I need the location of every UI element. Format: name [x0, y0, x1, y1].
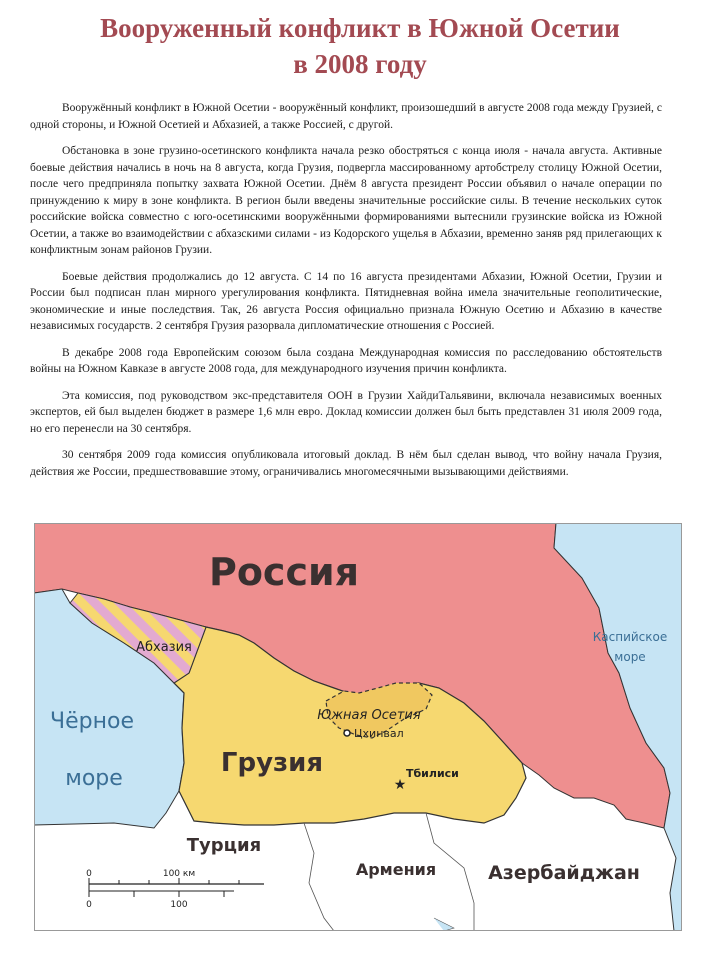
scale-zero-label: 0 — [86, 869, 92, 879]
paragraph-ceasefire: Боевые действия продолжались до 12 августа. С 14 по 16 августа президентами Абхазии, Южной Осетии, Грузии и России был подписан план мирного урегулирования конфликта. Пятидневная война имела значительные геополитические, экономические и иные последствия. Так, 26 августа Россия официально признала Южную Осетию и Абхазию в качестве независимых государств. 2 сентября Грузия разорвала дипломатические отношения с Россией. — [30, 270, 662, 332]
title-line-2: в 2008 году — [293, 49, 427, 79]
scale-100-miles-label: 100 — [170, 900, 188, 910]
page-title — [40, 10, 680, 82]
article-body — [30, 100, 662, 490]
azerbaijan-label: Азербайджан — [488, 862, 640, 884]
paragraph-escalation: Обстановка в зоне грузино-осетинского конфликта начала резко обостряться с конца июля - начала августа. Активные боевые действия начались в ночь на 8 августа, когда Грузия, подвергла массированному артобстрелу столицу Южной Осетии, после чего предприняла попытку захвата Южной Осетии. Днём 8 августа президент России объявил о начале операции по принуждению к миру в зоне конфликта. В регион были введены значительные российские силы. В течение нескольких суток российские войска совместно с юго-осетинскими вооружёнными формированиями вытеснили грузинские войска из Южной Осетии, а также во взаимодействии с абхазскими силами - из Кодорского ущелья в Абхазии, временно заняв ряд прилегающих к конфликтным зонам районов Грузии. — [30, 145, 662, 256]
tbilisi-label: Тбилиси — [406, 767, 459, 780]
caspian-label-line2: море — [614, 650, 646, 664]
star-icon: ★ — [393, 777, 407, 793]
south-ossetia-label: Южная Осетия — [317, 708, 421, 723]
abkhazia-label: Абхазия — [136, 640, 192, 655]
tskhinval-label: Цхинвал — [354, 727, 404, 740]
title-line-1: Вооруженный конфликт в Южной Осетии — [100, 13, 620, 43]
paragraph-commission-details: Эта комиссия, под руководством экс-представителя ООН в Грузии ХайдиТальявини, включала независимых военных экспертов, ей был выделен бюджет в размере 1,6 млн евро. Доклад комиссии должен был быть представлен 31 июля 2009 года, но его перенесли на 30 сентября. — [30, 389, 662, 435]
black-sea-label-line1: Чёрное — [50, 709, 134, 734]
paragraph-intro: Вооружённый конфликт в Южной Осетии - вооружённый конфликт, произошедший в августе 2008 года между Грузией, с одной стороны, и Южной Осетией и Абхазией, а также Россией, с другой. — [30, 102, 662, 131]
caspian-label-line1: Каспийское — [592, 630, 668, 644]
russia-label: Россия — [208, 550, 360, 594]
conflict-map — [34, 523, 682, 931]
turkey-label: Турция — [186, 835, 262, 856]
armenia-label: Армения — [355, 860, 437, 879]
paragraph-eu-commission: В декабре 2008 года Европейским союзом была создана Международная комиссия по расследованию обстоятельств войны на Южном Кавказе в августе 2008 года, для международного изучения причин конфликта. — [30, 346, 662, 375]
scale-100km-label: 100 км — [162, 869, 196, 879]
scale-zero-miles-label: 0 — [86, 900, 92, 910]
tskhinval-marker — [344, 730, 350, 736]
paragraph-final-report: 30 сентября 2009 года комиссия опубликовала итоговый доклад. В нём был сделан вывод, что войну начала Грузия, действия же России, предшествовавшие этому, ограничивались многомесячными вызывающими действиями. — [30, 449, 662, 478]
georgia-label: Грузия — [220, 748, 324, 778]
black-sea-label-line2: море — [65, 766, 123, 791]
